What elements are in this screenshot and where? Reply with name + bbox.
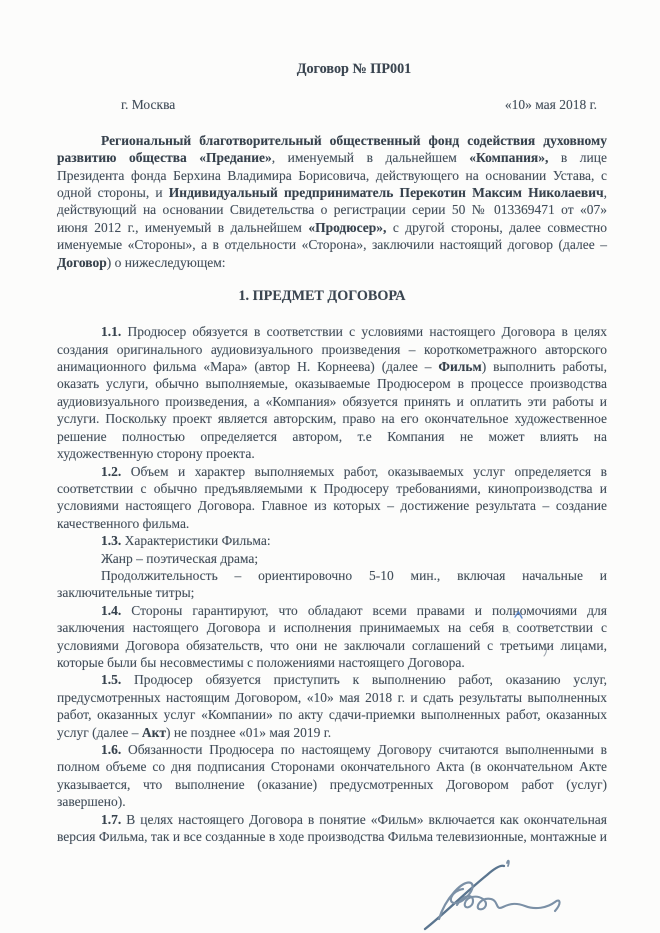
contract-line: соответствии с обычно предъявляемыми к Продюсеру требованиями, кинопроизводства и [57,480,607,496]
contract-line: заключения настоящего Договора и исполнения принимаемых на себя в соответствии с [57,620,607,636]
contract-city: г. Москва [121,97,176,113]
contract-line: оказать услуги, обычно выполняемые, оказываемые Продюсером в процессе производства [57,376,607,392]
contract-line: условиями настоящего Договора. Главное из которых – достижение результата – создание [57,498,607,514]
contract-line: качественного фильма. [57,515,190,531]
contract-line: условиями Договора обязательств, что они не заключали соглашений с третьими лицами, [57,637,607,653]
contract-body [57,323,607,845]
contract-line: именуемые «Стороны», а в отдельности «Сторона», заключили настоящий договор (далее – [57,237,607,253]
contract-line: аудиовизуального произведения, а «Компания» обязуется принять и оплатить эти работы и [57,393,607,409]
contract-document [57,0,607,845]
contract-line: 1.7. В целях настоящего Договора в понятие «Фильм» включается как окончательная [101,811,607,827]
contract-line: версия Фильма, так и все созданные в ходе производства Фильма телевизионные, монтажные и [57,829,607,845]
dateline [57,96,607,113]
contract-line: художественную сторону проекта. [57,446,255,462]
contract-line: Продолжительность – ориентировочно 5-10 мин., включая начальные и [101,567,607,583]
contract-line: действующий на основании Свидетельства о регистрации серии 50 № 013369471 от «07» [57,202,607,218]
contract-line: Региональный благотворительный общественный фонд содействия духовному [101,132,607,148]
contract-line: указывается, что выполнение (оказание) предусмотренных Договором работ (услуг) [57,776,607,792]
contract-line: 1.2. Объем и характер выполняемых работ, оказываемых услуг определяется в [101,463,607,479]
contract-line: анимационного фильма «Мара» (автор Н. Корнеева) (далее – Фильм) выполнить работы, [57,359,607,375]
contract-line: завершено). [57,794,126,810]
contract-date: «10» мая 2018 г. [504,97,597,113]
section-heading: 1. ПРЕДМЕТ ДОГОВОРА [238,288,406,305]
contract-line: создания оригинального аудиовизуального произведения – короткометражного авторского [57,341,607,357]
paragraph-intro [57,132,607,271]
signature-scribble [405,853,575,933]
paragraph-p-1-7 [57,811,607,846]
contract-line: 1.3. Характеристики Фильма: [101,533,271,549]
contract-line: услуг (далее – Акт) не позднее «01» мая 2019 г. [57,724,332,740]
contract-line: Договор) о нижеследующем: [57,254,226,270]
contract-line: 1.5. Продюсер обязуется приступить к выполнению работ, оказанию услуг, [101,672,607,688]
paragraph-p-1-5 [57,671,607,741]
contract-line: июня 2012 г., именуемый в дальнейшем «Продюсер», с другой стороны, далее совместно [57,219,607,235]
paragraph-p-1-6 [57,741,607,811]
contract-line: Жанр – поэтическая драма; [101,550,259,566]
contract-title: Договор № ПР001 [296,61,412,77]
grey-comma-pen-mark [543,647,549,657]
contract-preamble [57,132,607,271]
contract-line: 1.6. Обязанности Продюсера по настоящему Договору считаются выполненными в [101,742,607,757]
contract-line: развитию общества «Предание», именуемый в дальнейшем «Компания», в лице [57,150,607,166]
paragraph-p-1-3 [57,532,607,549]
paragraph-p-1-1 [57,323,607,462]
paragraph-p-1-3-genre [57,550,607,567]
signature-apostrophe [507,861,509,866]
contract-line: услуги. Поскольку проект является авторским, право на его окончательное художественное [57,411,607,427]
blue-caret-pen-mark [514,611,524,620]
contract-line: 1.4. Стороны гарантируют, что обладают всеми правами и полномочиями для [101,602,607,618]
contract-line: 1.1. Продюсер обязуется в соответствии с условиями настоящего Договора в целях [101,324,607,340]
contract-line: предусмотренных настоящим Договором, «10» мая 2018 г. и сдать результаты выполненных [57,689,607,705]
contract-line: которые были бы несовместимы с положениями настоящего Договора. [57,654,465,670]
paragraph-p-1-3-duration [57,567,607,602]
paragraph-p-1-2 [57,463,607,533]
signature-cursive-tail [457,896,560,911]
contract-line: Президента фонда Берхина Владимира Борисовича, действующего на основании Устава, с [57,167,607,183]
paragraph-p-1-4 [57,602,607,672]
contract-line: работ, оказанных услуг «Компании» по акту сдачи-приемки выполненных работ, оказанных [57,707,607,723]
contract-line: решение полностью определяется автором, т.е Компания не может влиять на [57,428,607,444]
contract-line: одной стороны, и Индивидуальный предприниматель Перекотин Максим Николаевич, [57,185,607,201]
grey-tick-pen-mark [505,628,512,635]
contract-line: полном объеме со дня подписания Сторонами окончательного Акта (в окончательном Акте [57,759,607,775]
contract-line: заключительные титры; [57,585,195,601]
